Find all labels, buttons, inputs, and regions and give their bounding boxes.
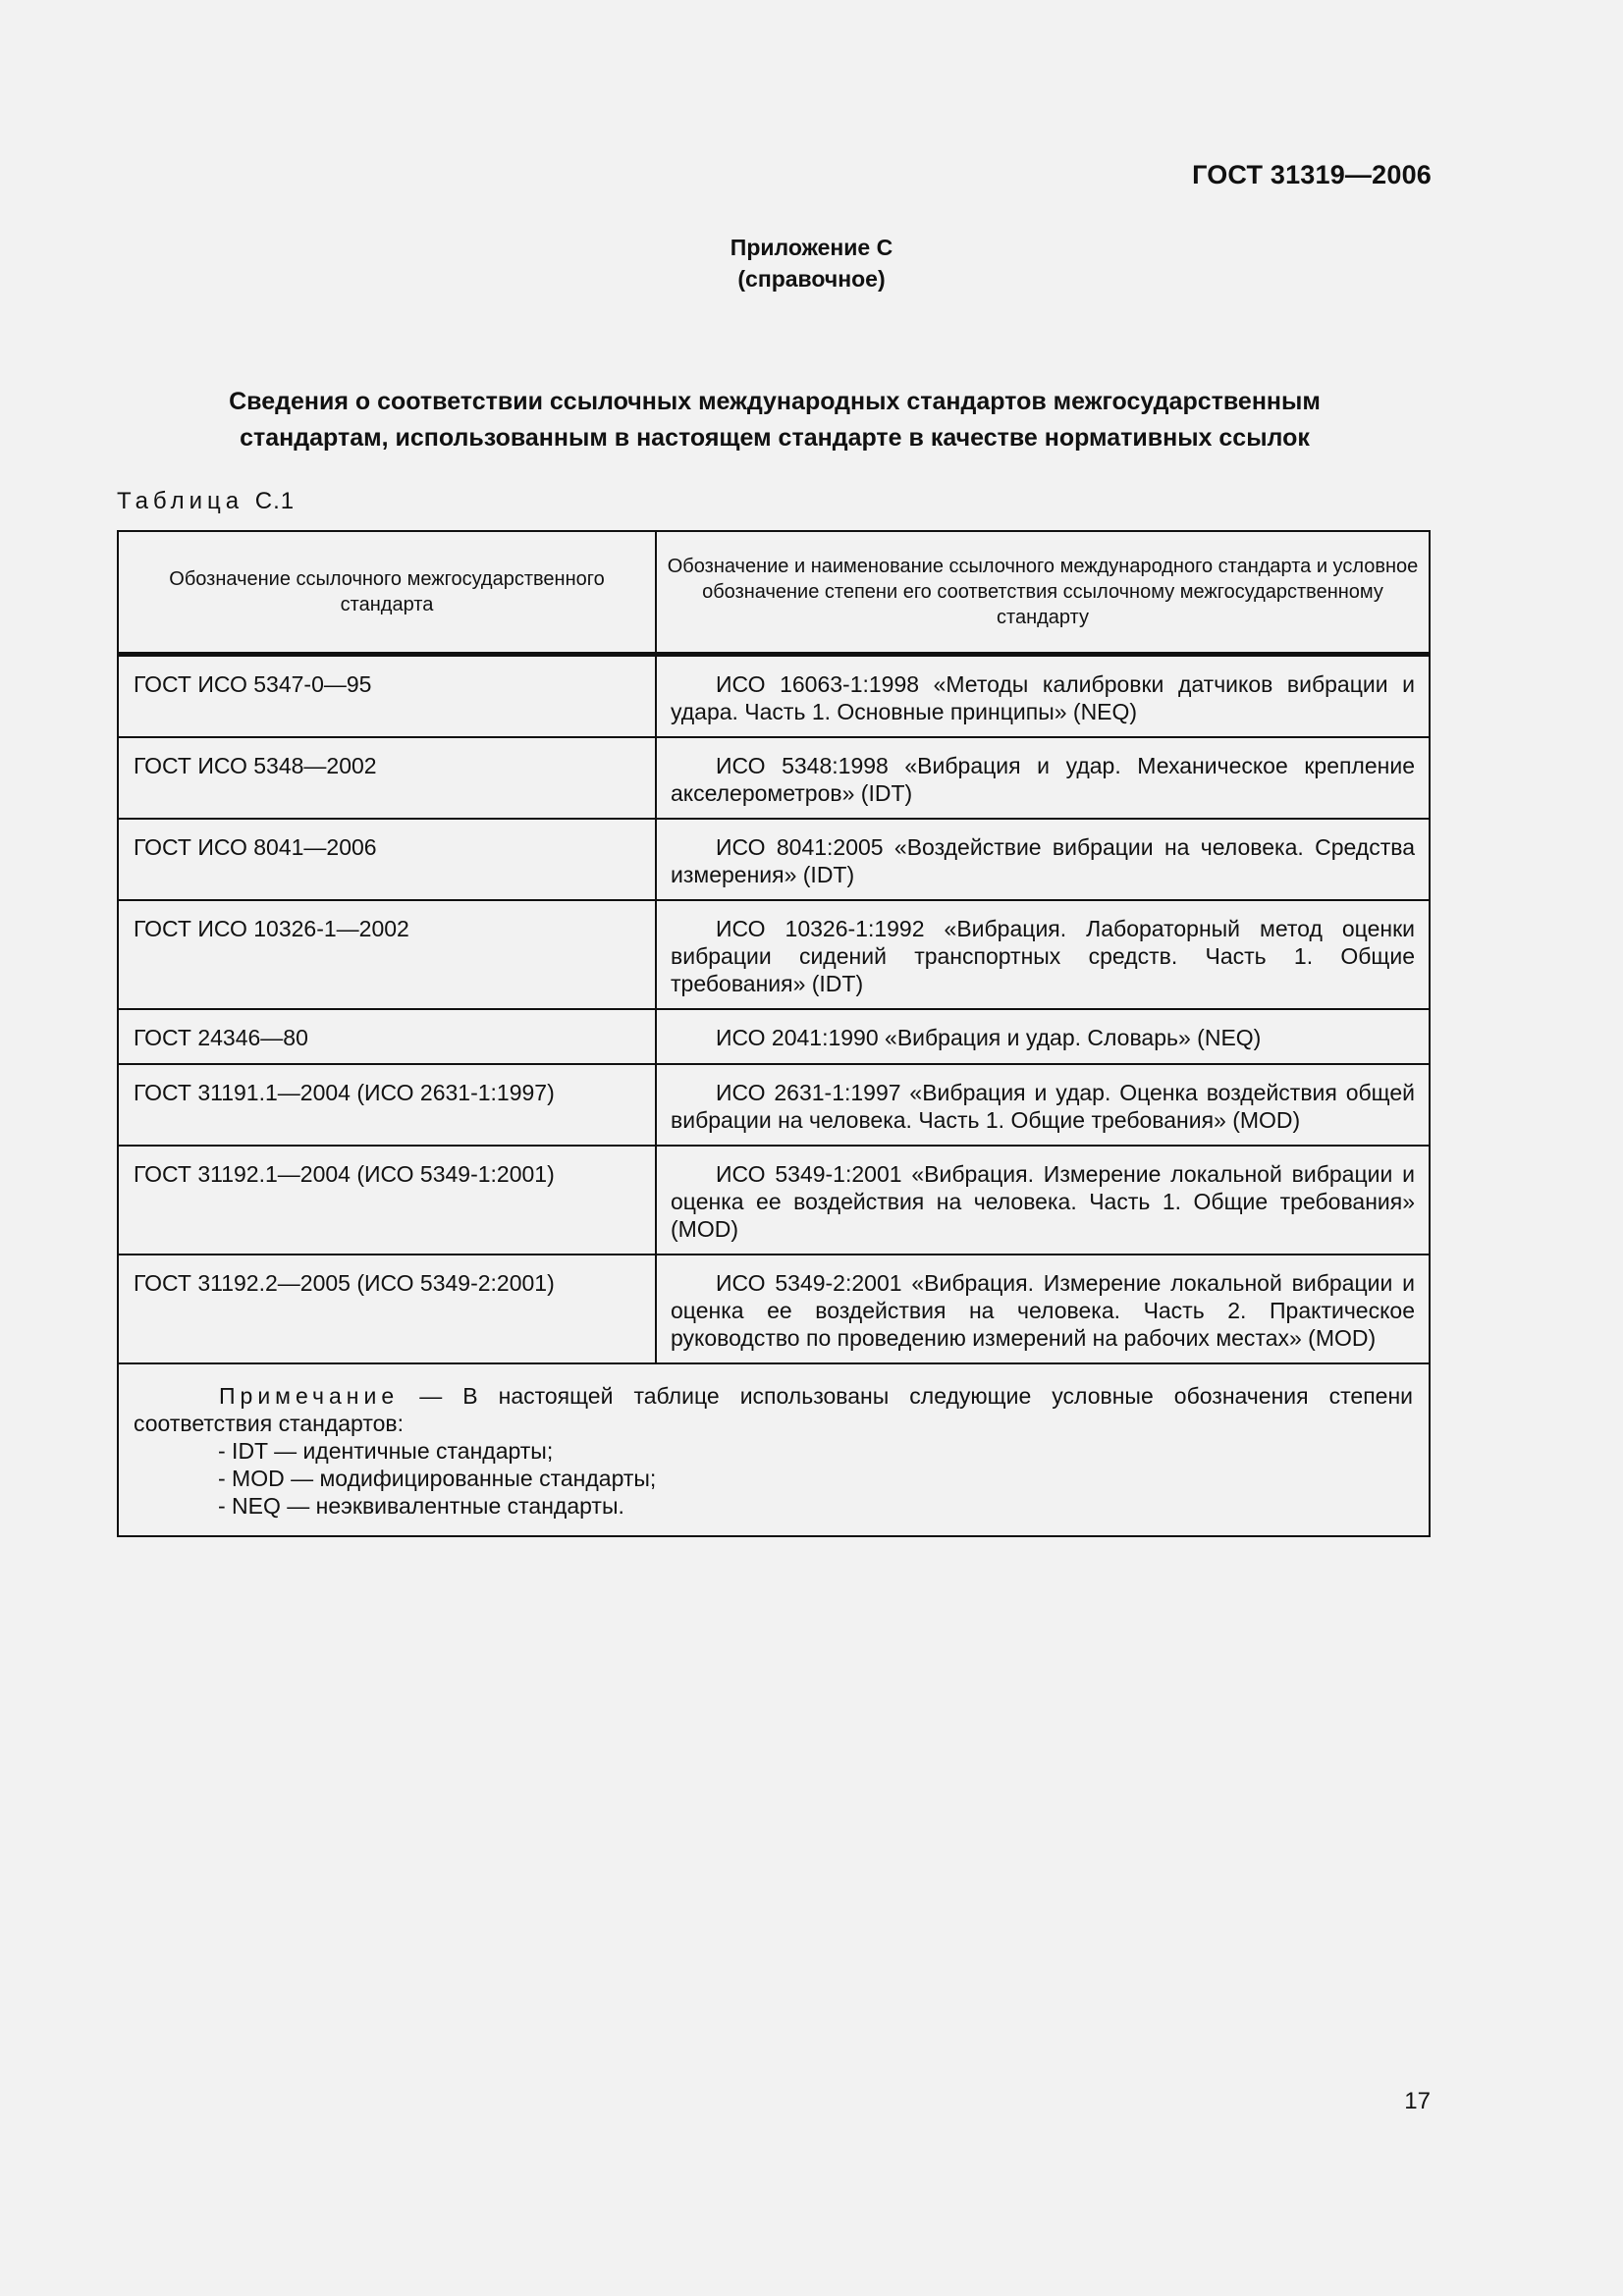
- gost-cell: ГОСТ 31191.1—2004 (ИСО 2631-1:1997): [118, 1064, 656, 1146]
- table-row: [118, 1064, 1430, 1146]
- gost-cell: ГОСТ ИСО 5347-0—95: [118, 655, 656, 738]
- iso-cell: ИСО 8041:2005 «Воздействие вибрации на человека. Средства измерения» (IDT): [656, 819, 1430, 900]
- iso-cell: ИСО 2041:1990 «Вибрация и удар. Словарь» (NEQ): [656, 1009, 1430, 1064]
- table-row: [118, 819, 1430, 900]
- table-note: [118, 1363, 1430, 1536]
- column-header-iso: Обозначение и наименование ссылочного международного стандарта и условное обозначение степени его соответствия ссылочному межгосударственному стандарту: [656, 531, 1430, 655]
- gost-cell: ГОСТ 31192.1—2004 (ИСО 5349-1:2001): [118, 1146, 656, 1255]
- table-row: [118, 1009, 1430, 1064]
- iso-cell: ИСО 10326-1:1992 «Вибрация. Лабораторный метод оценки вибрации сидений транспортных средств. Часть 1. Общие требования» (IDT): [656, 900, 1430, 1009]
- iso-cell: ИСО 5348:1998 «Вибрация и удар. Механическое крепление акселерометров» (IDT): [656, 737, 1430, 819]
- gost-cell: ГОСТ ИСО 10326-1—2002: [118, 900, 656, 1009]
- table-header-row: [118, 531, 1430, 655]
- note-text: — В настоящей таблице использованы следующие условные обозначения степени соответствия стандартов:: [134, 1383, 1413, 1436]
- table-row: [118, 900, 1430, 1009]
- section-heading-line-1: Сведения о соответствии ссылочных международных стандартов межгосударственным: [229, 388, 1321, 415]
- iso-cell: ИСО 2631-1:1997 «Вибрация и удар. Оценка воздействия общей вибрации на человека. Часть 1. Общие требования» (MOD): [656, 1064, 1430, 1146]
- gost-cell: ГОСТ ИСО 8041—2006: [118, 819, 656, 900]
- appendix-header: [0, 232, 1623, 294]
- iso-cell: ИСО 5349-2:2001 «Вибрация. Измерение локальной вибрации и оценка ее воздействия на человека. Часть 2. Практическое руководство по проведению измерений на рабочих местах» (MOD): [656, 1255, 1430, 1363]
- table-caption: [117, 488, 295, 515]
- column-header-gost: Обозначение ссылочного межгосударственного стандарта: [118, 531, 656, 655]
- note-label: Примечание: [219, 1383, 400, 1409]
- appendix-title: Приложение С: [730, 235, 893, 260]
- section-heading: [118, 384, 1432, 456]
- section-heading-line-2: стандартам, использованным в настоящем стандарте в качестве нормативных ссылок: [240, 424, 1310, 452]
- table-row: [118, 737, 1430, 819]
- table-caption-label: Таблица: [117, 488, 244, 514]
- table-row: [118, 1146, 1430, 1255]
- document-code: ГОСТ 31319—2006: [1192, 160, 1432, 189]
- standards-table: [117, 530, 1431, 1537]
- note-item-idt: - IDT — идентичные стандарты;: [218, 1438, 554, 1464]
- iso-cell: ИСО 5349-1:2001 «Вибрация. Измерение локальной вибрации и оценка ее воздействия на человека. Часть 1. Общие требования» (MOD): [656, 1146, 1430, 1255]
- note-item-neq: - NEQ — неэквивалентные стандарты.: [218, 1493, 624, 1519]
- table-row: [118, 1255, 1430, 1363]
- gost-cell: ГОСТ 31192.2—2005 (ИСО 5349-2:2001): [118, 1255, 656, 1363]
- table-caption-number: С.1: [254, 488, 296, 514]
- page-number: 17: [1404, 2088, 1431, 2114]
- note-item-mod: - MOD — модифицированные стандарты;: [218, 1466, 657, 1491]
- gost-cell: ГОСТ ИСО 5348—2002: [118, 737, 656, 819]
- table-row: [118, 655, 1430, 738]
- gost-cell: ГОСТ 24346—80: [118, 1009, 656, 1064]
- table-note-row: [118, 1363, 1430, 1536]
- iso-cell: ИСО 16063-1:1998 «Методы калибровки датчиков вибрации и удара. Часть 1. Основные принципы» (NEQ): [656, 655, 1430, 738]
- appendix-kind: (справочное): [737, 266, 886, 292]
